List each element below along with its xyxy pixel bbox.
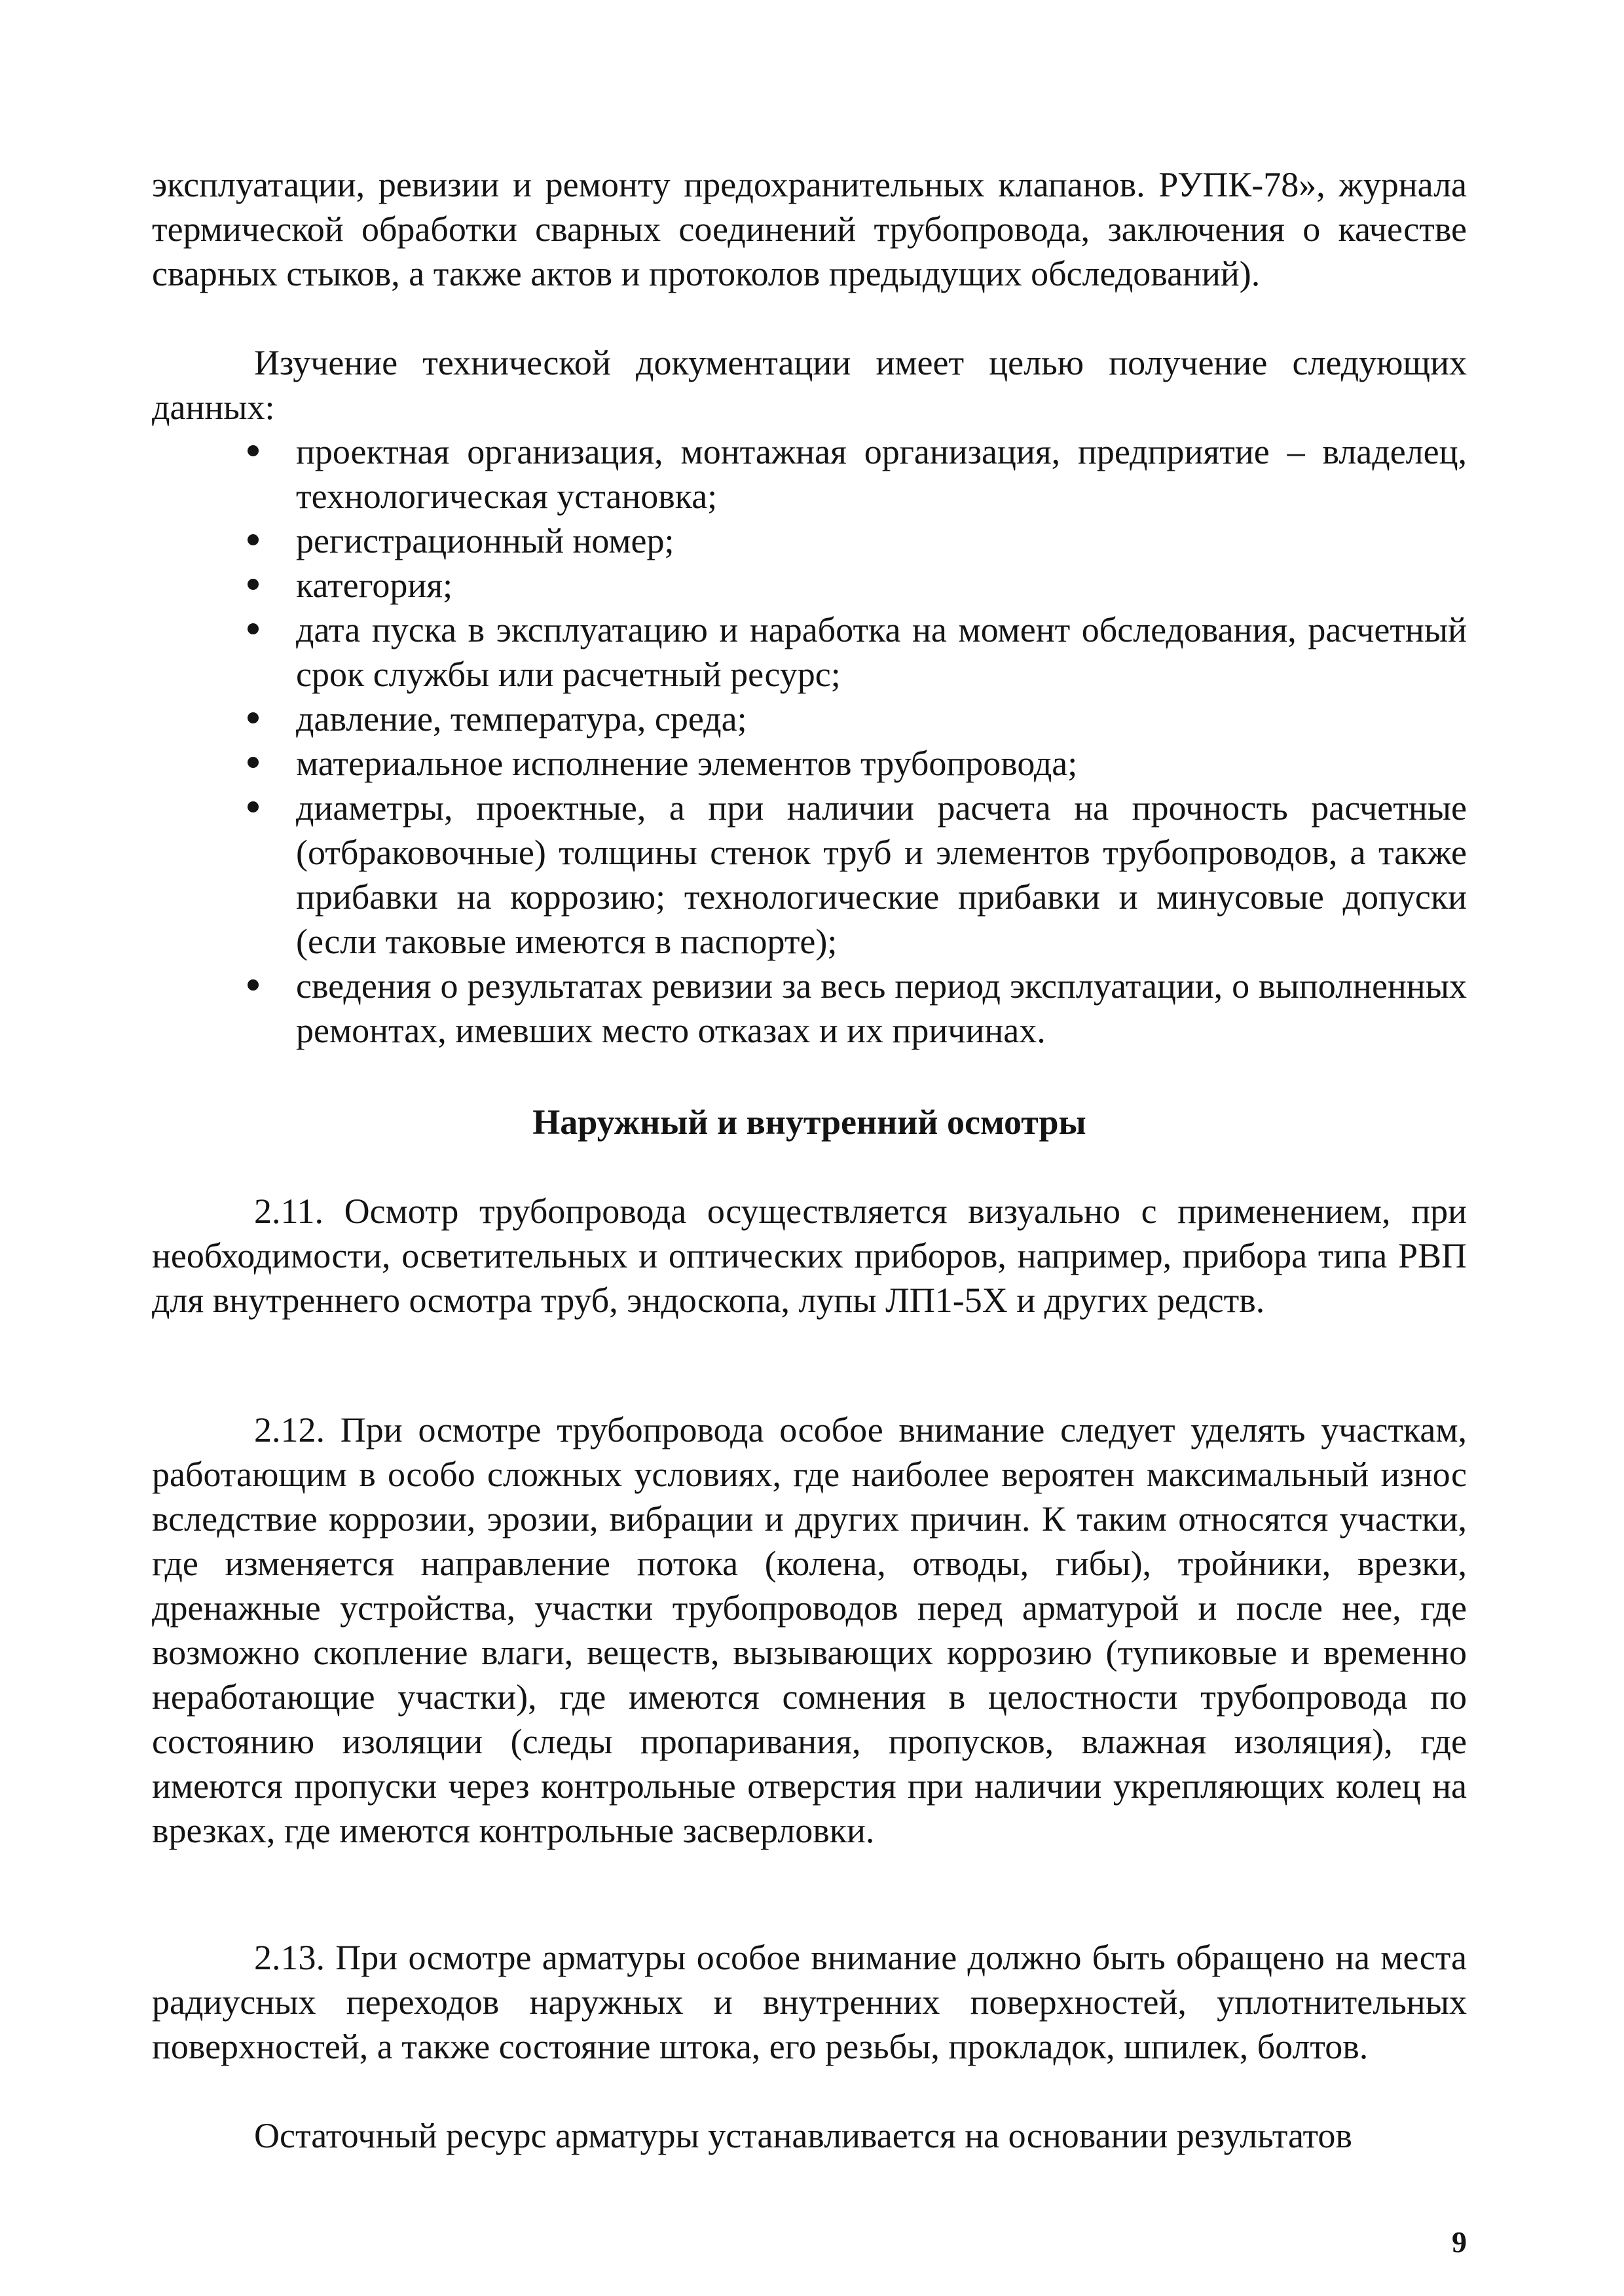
- bullet-icon: [248, 979, 259, 991]
- clause-2-13: 2.13. При осмотре арматуры особое внимание должно быть обращено на места радиусных переходов наружных и внутренних поверхностей, уплотнительных поверхностей, а также состояние штока, его резьбы, прокладок, шпилек, болтов.: [152, 1938, 1467, 2066]
- list-item: давление, температура, среда;: [152, 697, 1467, 741]
- list-item: проектная организация, монтажная организация, предприятие – владелец, технологическая установка;: [152, 429, 1467, 519]
- bullet-icon: [248, 757, 259, 768]
- bullet-icon: [248, 579, 259, 590]
- study-paragraph: Изучение технической документации имеет целью получение следующих данных:: [152, 343, 1467, 427]
- page-number: 9: [1452, 2225, 1467, 2259]
- list-item: категория;: [152, 563, 1467, 608]
- data-items-list: [152, 429, 1467, 1053]
- list-item: регистрационный номер;: [152, 519, 1467, 563]
- section-heading: Наружный и внутренний осмотры: [532, 1102, 1086, 1142]
- clause-2-11: 2.11. Осмотр трубопровода осуществляется визуально с применением, при необходимости, осветительных и оптических приборов, например, прибора типа РВП для внутреннего осмотра труб, эндоскопа, лупы ЛП1-5Х и других редств.: [152, 1192, 1467, 1320]
- intro-paragraph: эксплуатации, ревизии и ремонту предохранительных клапанов. РУПК-78», журнала термической обработки сварных соединений трубопровода, заключения о качестве сварных стыков, а также актов и протоколов предыдущих обследований).: [152, 165, 1467, 293]
- bullet-icon: [248, 801, 259, 812]
- bullet-icon: [248, 445, 259, 456]
- bullet-icon: [248, 534, 259, 545]
- list-item: диаметры, проектные, а при наличии расчета на прочность расчетные (отбраковочные) толщины стенок труб и элементов трубопроводов, а также прибавки на коррозию; технологические прибавки и минусовые допуски (если таковые имеются в паспорте);: [152, 786, 1467, 964]
- clause-2-12: 2.12. При осмотре трубопровода особое внимание следует уделять участкам, работающим в особо сложных условиях, где наиболее вероятен максимальный износ вследствие коррозии, эрозии, вибрации и других причин. К таким относятся участки, где изменяется направление потока (колена, отводы, гибы), тройники, врезки, дренажные устройства, участки трубопроводов перед арматурой и после нее, где возможно скопление влаги, веществ, вызывающих коррозию (тупиковые и временно неработающие участки), где имеются сомнения в целостности трубопровода по состоянию изоляции (следы пропаривания, пропусков, влажная изоляция), где имеются пропуски через контрольные отверстия при наличии укрепляющих колец на врезках, где имеются контрольные засверловки.: [152, 1410, 1467, 1850]
- bullet-icon: [248, 712, 259, 723]
- residual-resource-paragraph: Остаточный ресурс арматуры устанавливается на основании результатов: [254, 2116, 1352, 2155]
- bullet-icon: [248, 623, 259, 634]
- list-item: дата пуска в эксплуатацию и наработка на момент обследования, расчетный срок службы или расчетный ресурс;: [152, 608, 1467, 697]
- list-item: материальное исполнение элементов трубопровода;: [152, 741, 1467, 786]
- list-item: сведения о результатах ревизии за весь период эксплуатации, о выполненных ремонтах, имевших место отказах и их причинах.: [152, 964, 1467, 1053]
